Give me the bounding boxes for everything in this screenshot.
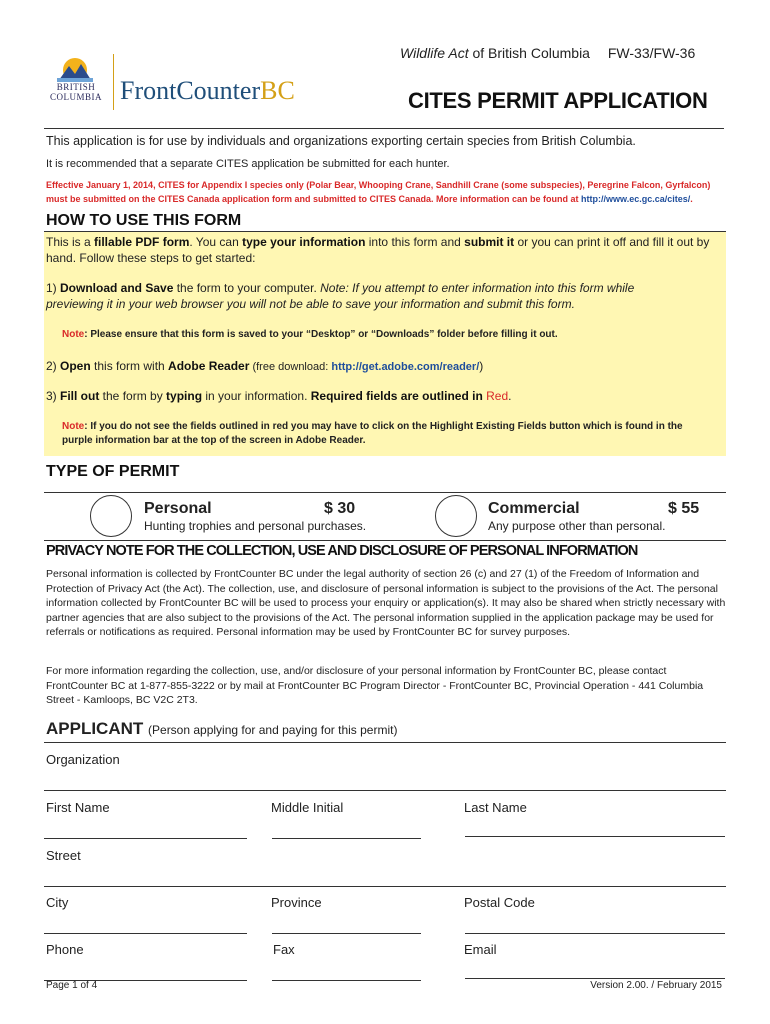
permit-rule xyxy=(44,492,726,493)
applicant-subheading: (Person applying for and paying for this permit) xyxy=(148,723,398,737)
step-2: 2) Open this form with Adobe Reader (free download: http://get.adobe.com/reader/) xyxy=(46,359,484,373)
applicant-rule xyxy=(44,742,726,743)
phone-label: Phone xyxy=(46,942,84,957)
fax-field[interactable] xyxy=(272,980,421,981)
last-name-field[interactable] xyxy=(465,836,725,837)
middle-initial-field[interactable] xyxy=(272,838,421,839)
privacy-heading: PRIVACY NOTE FOR THE COLLECTION, USE AND DISCLOSURE OF PERSONAL INFORMATION xyxy=(46,543,638,559)
bc-sun-mountain-icon xyxy=(55,54,95,84)
title-rule xyxy=(44,128,724,129)
step-3: 3) Fill out the form by typing in your information. Required fields are outlined in Red. xyxy=(46,389,512,403)
act-name: Wildlife Act xyxy=(400,45,469,61)
email-label: Email xyxy=(464,942,497,957)
intro-paragraph: This is a fillable PDF form. You can type your information into this form and submit it or you can print it off and fill it out by hand. Follow these steps to get started: xyxy=(46,235,710,265)
applicant-heading: APPLICANT (Person applying for and paying for this permit) xyxy=(46,719,398,738)
cites-notice xyxy=(46,178,726,206)
personal-price: $ 30 xyxy=(324,500,356,517)
fax-label: Fax xyxy=(273,942,295,957)
brand-name xyxy=(120,76,295,106)
privacy-paragraph-1: Personal information is collected by FrontCounter BC under the legal authority of section 26 (c) and 27 (1) of the Freedom of Information and Protection of Privacy Act (the Act). The collection, use, and disclosure of personal information is subject to the provisions of the Act. The personal information collected by FrontCounter BC will be used to process your enquiry or application(s). It may also be shared when strictly necessary with partner agencies that are also subject to the provisions of the Act. The personal information supplied in the application package may be used for referrals or notifications as required. Personal information may be used by FrontCounter BC for survey purposes. xyxy=(46,568,726,638)
personal-desc: Hunting trophies and personal purchases. xyxy=(144,519,367,533)
privacy-paragraph-2: For more information regarding the collection, use, and/or disclosure of your personal information by FrontCounter BC, please contact FrontCounter BC at 1-877-855-3222 or by mail at FrontCounter BC Program Director - FrontCounter BC, Provincial Operation - 441 Columbia Street - Kamloops, BC V2C 2T3. xyxy=(46,665,704,706)
middle-initial-label: Middle Initial xyxy=(271,800,344,815)
form-code: FW-33/FW-36 xyxy=(607,45,696,61)
commercial-label: Commercial xyxy=(488,500,580,517)
act-province: of British Columbia xyxy=(468,45,590,61)
permit-heading: TYPE OF PERMIT xyxy=(46,463,180,480)
commercial-permit-radio[interactable] xyxy=(435,495,477,537)
commercial-price: $ 55 xyxy=(668,500,700,517)
first-name-label: First Name xyxy=(46,800,110,815)
british-columbia-wordmark xyxy=(50,82,102,102)
adobe-reader-link[interactable]: http://get.adobe.com/reader/ xyxy=(331,361,480,373)
city-label: City xyxy=(46,895,69,910)
bc-line1: BRITISH xyxy=(56,82,96,92)
instructions-panel xyxy=(44,232,726,456)
notice-end: . xyxy=(690,194,693,204)
cites-link[interactable]: http://www.ec.gc.ca/cites/ xyxy=(581,194,691,204)
postal-code-field[interactable] xyxy=(465,933,725,934)
page-title: CITES PERMIT APPLICATION xyxy=(408,88,708,113)
organization-label: Organization xyxy=(46,752,120,767)
city-field[interactable] xyxy=(44,933,247,934)
email-field[interactable] xyxy=(465,978,725,979)
province-field[interactable] xyxy=(272,933,421,934)
last-name-label: Last Name xyxy=(464,800,527,815)
page-number: Page 1 of 4 xyxy=(46,980,98,991)
version-info: Version 2.00. / February 2015 xyxy=(590,980,722,991)
brand-main: FrontCounter xyxy=(120,76,261,105)
act-reference xyxy=(400,45,695,61)
logo-divider xyxy=(113,54,114,110)
bc-line2: COLUMBIA xyxy=(50,92,103,102)
brand-accent: BC xyxy=(260,76,295,105)
street-label: Street xyxy=(46,848,81,863)
personal-label: Personal xyxy=(144,500,212,517)
first-name-field[interactable] xyxy=(44,838,247,839)
commercial-desc: Any purpose other than personal. xyxy=(488,519,666,533)
street-field[interactable] xyxy=(44,886,726,887)
note-save: Note: Please ensure that this form is saved to your “Desktop” or “Downloads” folder before filling it out. xyxy=(62,329,558,340)
how-to-heading: HOW TO USE THIS FORM xyxy=(46,212,242,229)
note-highlight: Note: If you do not see the fields outlined in red you may have to click on the Highlight Existing Fields button which is found in the purple information bar at the top of the screen in Adobe Reader. xyxy=(62,421,683,446)
province-label: Province xyxy=(271,895,322,910)
organization-field[interactable] xyxy=(44,790,726,791)
postal-code-label: Postal Code xyxy=(464,895,535,910)
intro-line1: This application is for use by individuals and organizations exporting certain species from British Columbia. xyxy=(46,134,636,148)
personal-permit-radio[interactable] xyxy=(90,495,132,537)
intro-line2: It is recommended that a separate CITES application be submitted for each hunter. xyxy=(46,158,450,170)
privacy-rule xyxy=(44,540,726,541)
notice-text: Effective January 1, 2014, CITES for Appendix I species only (Polar Bear, Whooping Crane, Sandhill Crane (some subspecies), Peregrine Falcon, Gyrfalcon) must be submitted on the CITES Canada application form and submitted to CITES Canada. More information can be found at xyxy=(46,180,711,204)
step-1: 1) Download and Save the form to your computer. Note: If you attempt to enter information into this form while previewing it in your web browser you will not be able to save your information and submit this form. xyxy=(46,281,635,311)
